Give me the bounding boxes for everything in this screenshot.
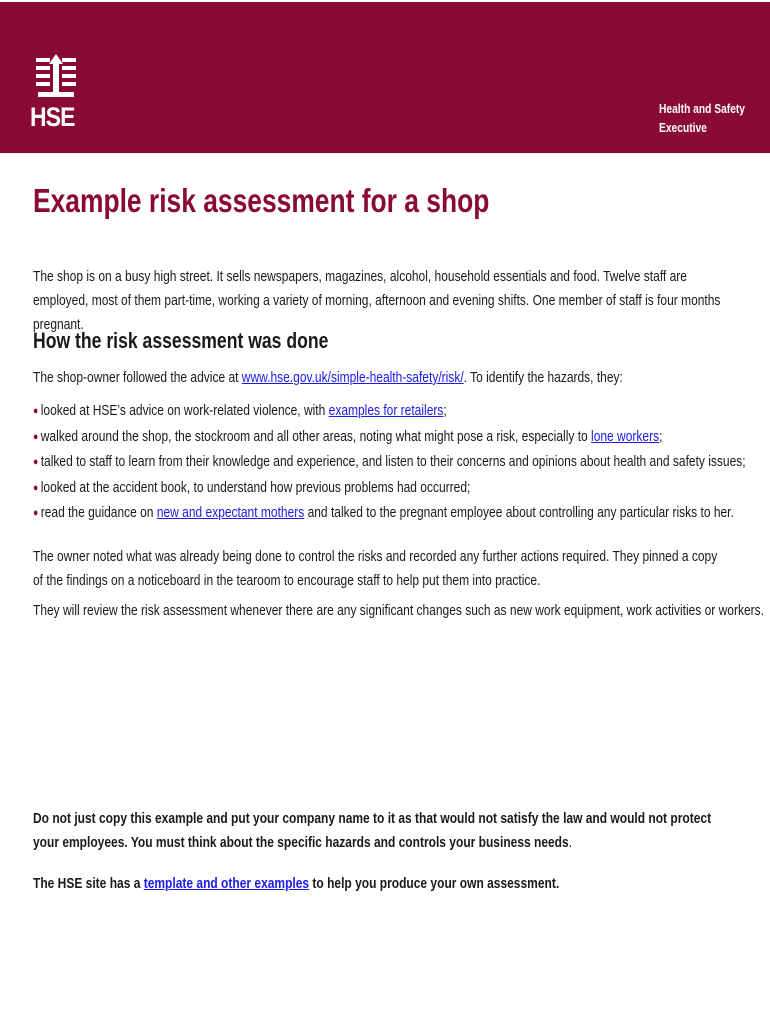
logo-text: HSE (30, 102, 75, 132)
intro-paragraph: The shop is on a busy high street. It sells newspapers, magazines, alcohol, household essentials and food. Twelve staff are employed, most of them part-time, working a variety of morning, afternoon and evening shifts. One member of staff is four months pregnant. (33, 268, 721, 333)
bullet-icon: ● (33, 481, 39, 494)
page-header (0, 0, 770, 153)
list-item: ● looked at HSE’s advice on work-related violence, with examples for retailers; (33, 402, 447, 419)
bullet-icon: ● (33, 456, 39, 468)
template-note: The HSE site has a template and other examples to help you produce your own assessment. (33, 875, 560, 892)
bullet-icon: ● (33, 405, 39, 417)
bullet-icon: ● (33, 507, 39, 519)
findings-paragraph: The owner noted what was already being done to control the risks and recorded any further actions required. They pinned a copy of the findings on a noticeboard in the tearoom to encourage staff to help put them into practice. (33, 548, 718, 589)
hazard-list (33, 399, 746, 527)
review-paragraph: They will review the risk assessment whenever there are any significant changes such as new work equipment, work activities or workers. (33, 602, 764, 619)
risk-advice-link[interactable]: www.hse.gov.uk/simple-health-safety/risk/ (241, 369, 464, 386)
list-item: ● read the guidance on new and expectant mothers and talked to the pregnant employee about controlling any particular risks to her. (33, 504, 734, 521)
copy-warning: Do not just copy this example and put your company name to it as that would not satisfy the law and would not protect your employees. You must think about the specific hazards and controls your business needs. (33, 810, 712, 851)
template-and-examples-link[interactable]: template and other examples (143, 875, 310, 892)
list-item: ● looked at the accident book, to understand how previous problems had occurred; (33, 478, 471, 496)
hse-logo (30, 52, 82, 134)
list-item: ● walked around the shop, the stockroom and all other areas, noting what might pose a risk, especially to lone workers; (33, 427, 663, 445)
organisation-name: Health and Safety Executive (659, 102, 746, 135)
lone-workers-link[interactable]: lone workers (591, 427, 660, 445)
examples-for-retailers-link[interactable]: examples for retailers (328, 402, 444, 419)
section-lead: The shop-owner followed the advice at www.hse.gov.uk/simple-health-safety/risk/. To identify the hazards, they: (33, 369, 623, 386)
section-heading: How the risk assessment was done (33, 328, 329, 353)
list-item: ● talked to staff to learn from their knowledge and experience, and listen to their concerns and opinions about health and safety issues; (33, 453, 746, 470)
hse-emblem-icon (30, 52, 82, 102)
new-and-expectant-mothers-link[interactable]: new and expectant mothers (156, 504, 305, 521)
page-title: Example risk assessment for a shop (33, 182, 490, 219)
bullet-icon: ● (33, 430, 39, 443)
